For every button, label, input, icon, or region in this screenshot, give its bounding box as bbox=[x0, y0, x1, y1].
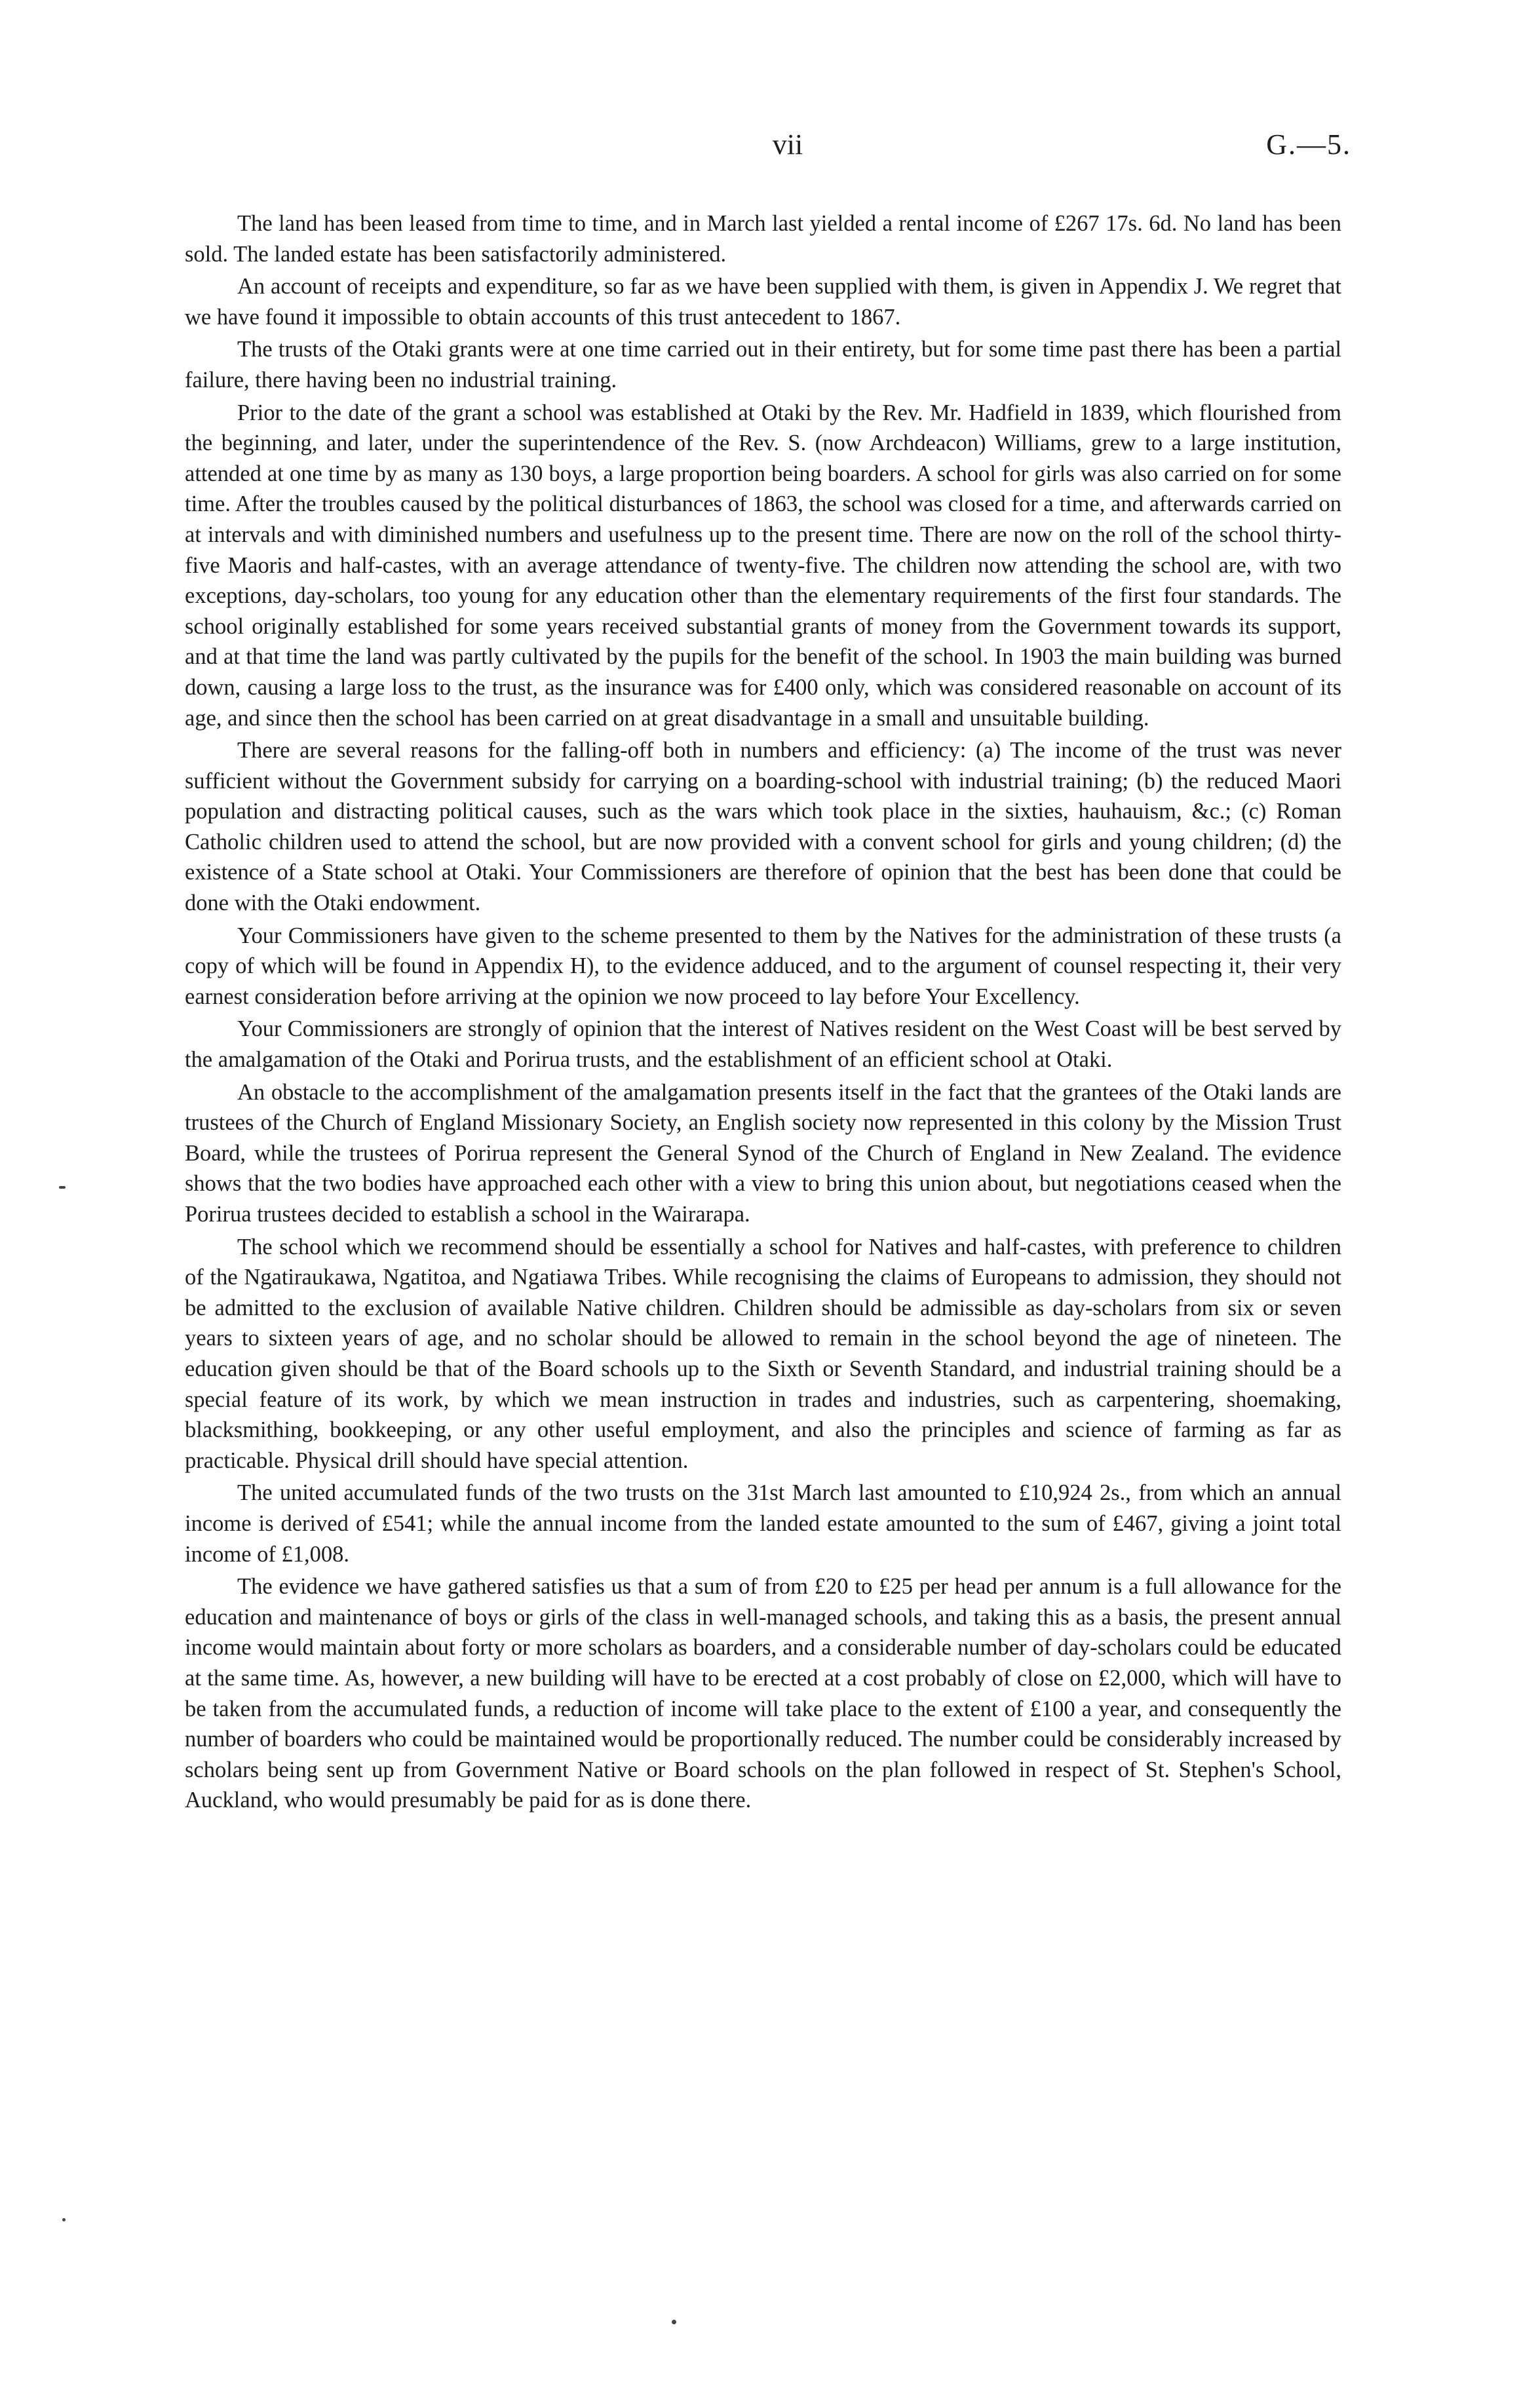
paragraph-land-lease: The land has been leased from time to time, and in March last yielded a rental income of £267 17s. 6d. No land has been sold. The landed estate has been satisfactorily administered. bbox=[185, 211, 1341, 267]
page-speck bbox=[672, 2320, 676, 2324]
margin-mark bbox=[62, 2218, 66, 2221]
paragraph-scheme: Your Commissioners have given to the scheme presented to them by the Natives for the administration of these trusts (a copy of which will be found in Appendix H), to the evidence adduced, and to the argument of counsel respecting it, their very earnest consideration before arriving at the opinion we now proceed to lay before Your Excellency. bbox=[185, 923, 1341, 1009]
margin-mark bbox=[59, 1186, 66, 1189]
paragraph-funds: The united accumulated funds of the two trusts on the 31st March last amounted to £10,924 2s., from which an annual income is derived of £541; while the annual income from the landed estate amounted to the sum of £467, giving a joint total income of £1,008. bbox=[185, 1480, 1341, 1567]
body-text bbox=[185, 208, 1341, 1818]
page-header bbox=[185, 128, 1351, 167]
paragraph-opinion: Your Commissioners are strongly of opinion that the interest of Natives resident on the West Coast will be best served by the amalgamation of the Otaki and Porirua trusts, and the establishment of an efficient school at Otaki. bbox=[185, 1016, 1341, 1073]
paragraph-recommended-school: The school which we recommend should be essentially a school for Natives and half-castes, with preference to children of the Ngatiraukawa, Ngatitoa, and Ngatiawa Tribes. While recognising the claims of Europeans to admission, they should not be admitted to the exclusion of available Native children. Children should be admissible as day-scholars from six or seven years to sixteen years of age, and no scholar should be allowed to remain in the school beyond the age of nineteen. The education given should be that of the Board schools up to the Sixth or Seventh Standard, and industrial training should be a special feature of its work, by which we mean instruction in trades and industries, such as carpentering, shoemaking, blacksmithing, bookkeeping, or any other useful employment, and also the principles and science of farming as far as practicable. Physical drill should have special attention. bbox=[185, 1234, 1341, 1473]
paragraph-school-history: Prior to the date of the grant a school was established at Otaki by the Rev. Mr. Hadfield in 1839, which flourished from the beginning, and later, under the superintendence of the Rev. S. (now Archdeacon) Williams, grew to a large institution, attended at one time by as many as 130 boys, a large proportion being boarders. A school for girls was also carried on for some time. After the troubles caused by the political disturbances of 1863, the school was closed for a time, and afterwards carried on at intervals and with diminished numbers and usefulness up to the present time. There are now on the roll of the school thirty-five Maoris and half-castes, with an average attendance of twenty-five. The children now attending the school are, with two exceptions, day-scholars, too young for any education other than the elementary requirements of the first four standards. The school originally established for some years received substantial grants of money from the Government towards its support, and at that time the land was partly cultivated by the pupils for the benefit of the school. In 1903 the main building was burned down, causing a large loss to the trust, as the insurance was for £400 only, which was considered reasonable on account of its age, and since then the school has been carried on at great disadvantage in a small and unsuitable building. bbox=[185, 400, 1341, 731]
paragraph-obstacle: An obstacle to the accomplishment of the amalgamation presents itself in the fact that the grantees of the Otaki lands are trustees of the Church of England Missionary Society, an English society now represented in this colony by the Mission Trust Board, while the trustees of Porirua represent the General Synod of the Church of England in New Zealand. The evidence shows that the two bodies have approached each other with a view to bring this union about, but negotiations ceased when the Porirua trustees decided to establish a school in the Wairarapa. bbox=[185, 1079, 1341, 1227]
paragraph-reasons: There are several reasons for the falling-off both in numbers and efficiency: (a) The income of the trust was never sufficient without the Government subsidy for carrying on a boarding-school with industrial training; (b) the reduced Maori population and distracting political causes, such as the wars which took place in the sixties, hauhauism, &c.; (c) Roman Catholic children used to attend the school, but are now provided with a convent school for girls and young children; (d) the existence of a State school at Otaki. Your Commissioners are therefore of opinion that the best has been done that could be done with the Otaki endowment. bbox=[185, 738, 1341, 916]
paragraph-accounts: An account of receipts and expenditure, so far as we have been supplied with them, is given in Appendix J. We regret that we have found it impossible to obtain accounts of this trust antecedent to 1867. bbox=[185, 274, 1341, 330]
page-number: vii bbox=[772, 128, 803, 161]
paragraph-evidence: The evidence we have gathered satisfies us that a sum of from £20 to £25 per head per annum is a full allowance for the education and maintenance of boys or girls of the class in well-managed schools, and taking this as a basis, the present annual income would maintain about forty or more scholars as boarders, and a considerable number of day-scholars could be educated at the same time. As, however, a new building will have to be erected at a cost probably of close on £2,000, which will have to be taken from the accumulated funds, a reduction of income will take place to the extent of £100 a year, and consequently the number of boarders who could be maintained would be proportionally reduced. The number could be considerably increased by scholars being sent up from Government Native or Board schools on the plan followed in respect of St. Stephen's School, Auckland, who would presumably be paid for as is done there. bbox=[185, 1574, 1341, 1813]
document-reference: G.—5. bbox=[1266, 128, 1351, 161]
paragraph-trusts-failure: The trusts of the Otaki grants were at one time carried out in their entirety, but for some time past there has been a partial failure, there having been no industrial training. bbox=[185, 337, 1341, 393]
